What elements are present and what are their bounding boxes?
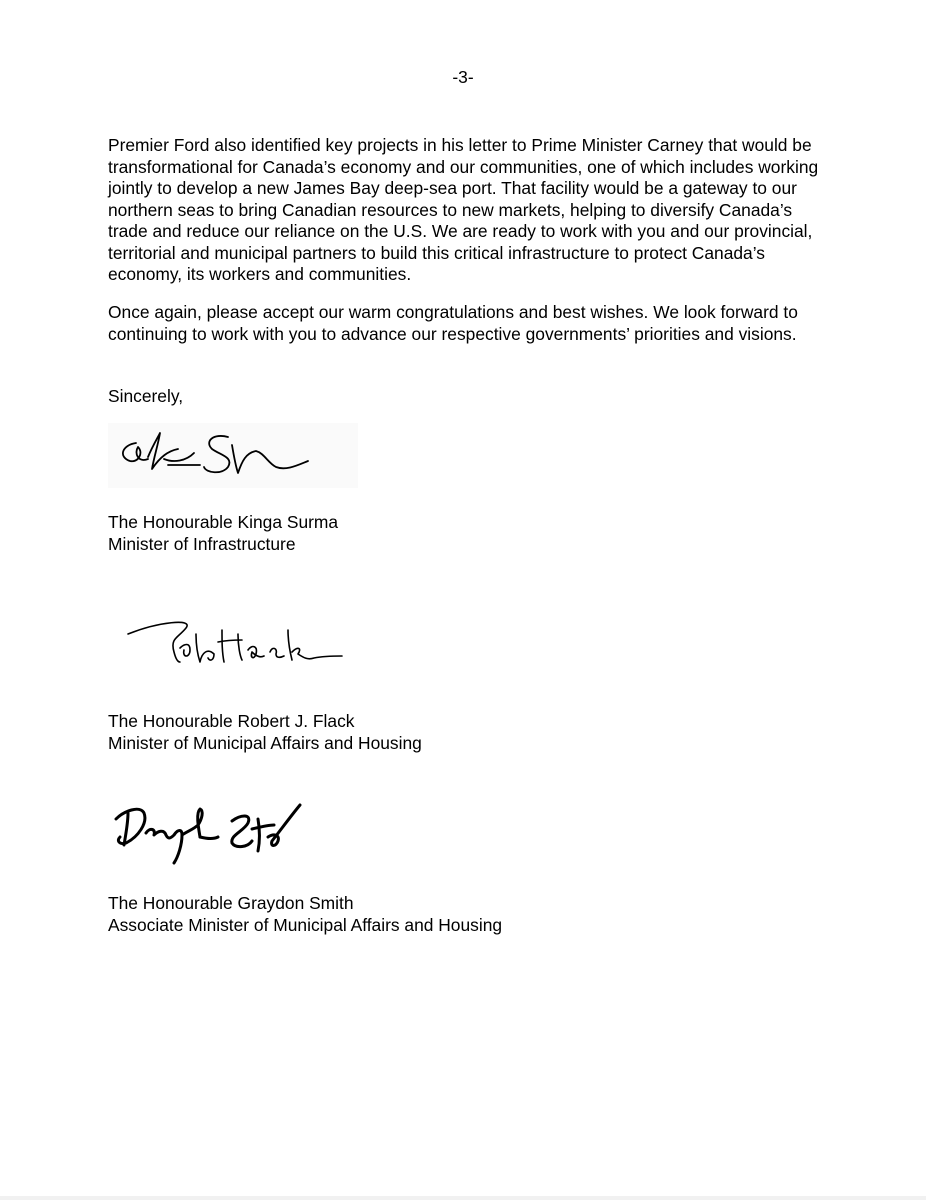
closing-salutation: Sincerely, xyxy=(108,386,184,406)
signature-robert-flack xyxy=(118,612,348,672)
body-paragraph-2: Once again, please accept our warm congratulations and best wishes. We look forward to continuing to work with you to advance our respective governments’ priorities and visions. xyxy=(108,302,798,344)
signatory-title: Minister of Municipal Affairs and Housing xyxy=(108,732,422,753)
signatory-name: The Honourable Kinga Surma xyxy=(108,512,339,532)
body-paragraph-1: Premier Ford also identified key projects in his letter to Prime Minister Carney that would be transformational for Canada’s economy and our communities, one of which includes working jointly to develop a new James Bay deep-sea port. That facility would be a gateway to our northern seas to bring Canadian resources to new markets, helping to diversify Canada’s trade and reduce our reliance on the U.S. We are ready to work with you and our provincial, territorial and municipal partners to build this critical infrastructure to protect Canada’s economy, its workers and communities. xyxy=(108,135,819,284)
signature-kinga-surma xyxy=(108,423,358,488)
signatory-name: The Honourable Graydon Smith xyxy=(108,893,354,913)
signatory-title: Associate Minister of Municipal Affairs and Housing xyxy=(108,914,503,935)
signatory-1 xyxy=(108,512,708,555)
page-number: -3- xyxy=(452,67,474,87)
signatory-3 xyxy=(108,893,708,936)
signatory-2 xyxy=(108,711,708,754)
signatory-name: The Honourable Robert J. Flack xyxy=(108,711,355,731)
signature-graydon-smith xyxy=(108,795,308,870)
page-bottom-edge xyxy=(0,1196,926,1200)
signatory-title: Minister of Infrastructure xyxy=(108,533,296,554)
